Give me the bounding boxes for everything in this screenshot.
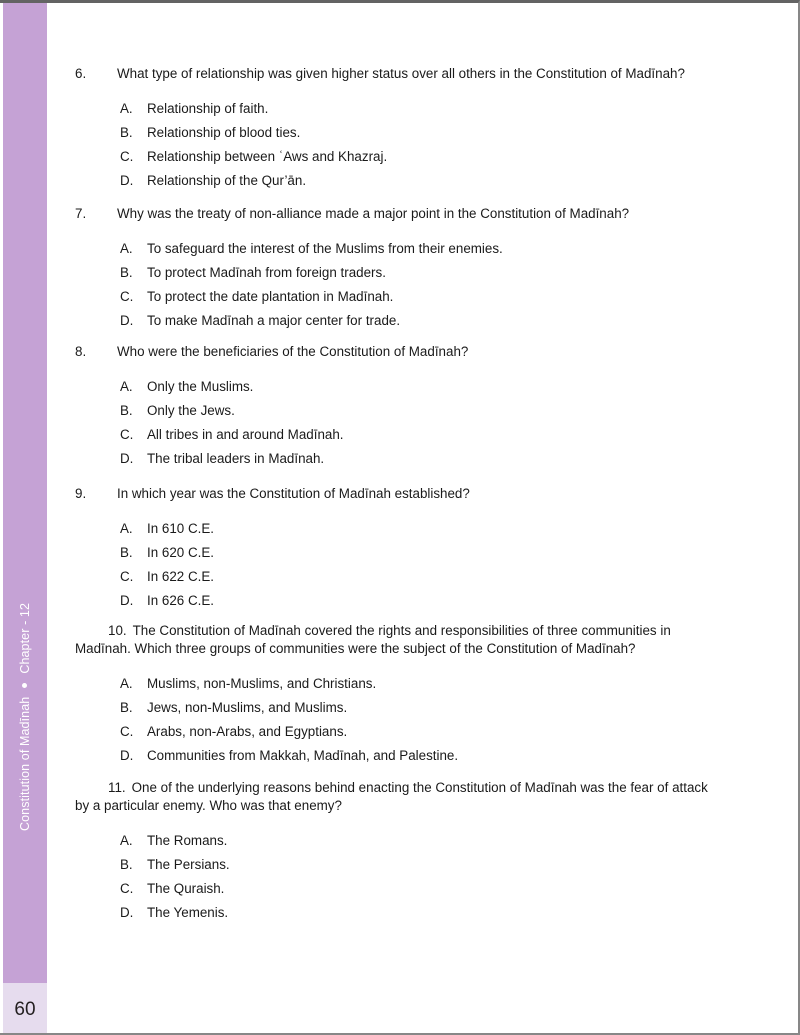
question-text-7 [72,205,732,223]
option-text: In 622 C.E. [147,569,214,584]
option-item[interactable] [120,724,458,748]
bullet-separator-icon [22,683,27,688]
option-letter: B. [120,857,133,872]
option-letter: A. [120,833,133,848]
question-number: 6. [75,66,87,81]
question-text-8 [72,343,732,361]
option-letter: B. [120,700,133,715]
option-text: To protect the date plantation in Madīnah. [147,289,394,304]
question-number: 11. [108,780,126,795]
side-tab-chapter-label: Chapter - 12 [18,602,32,674]
option-letter: D. [120,451,134,466]
option-list [120,833,230,929]
option-letter: D. [120,905,134,920]
question-body: In which year was the Constitution of Madīnah established? [117,486,470,501]
option-letter: B. [120,265,133,280]
option-list [120,676,458,772]
option-text: The Quraish. [147,881,225,896]
option-list [120,101,387,197]
option-text: Jews, non-Muslims, and Muslims. [147,700,348,715]
option-letter: D. [120,593,134,608]
question-text-10 [75,622,732,658]
option-letter: C. [120,289,134,304]
question-block [72,205,732,328]
option-item[interactable] [120,881,230,905]
option-item[interactable] [120,857,230,881]
option-letter: D. [120,748,134,763]
question-number: 9. [75,486,87,501]
option-item[interactable] [120,700,458,724]
option-text: In 626 C.E. [147,593,214,608]
option-item[interactable] [120,101,387,125]
side-tab-chapter-title: Constitution of Madīnah [18,696,32,831]
option-item[interactable] [120,241,503,265]
page-number: 60 [14,998,36,1020]
option-letter: C. [120,427,134,442]
option-letter: C. [120,881,134,896]
option-item[interactable] [120,593,214,617]
option-letter: C. [120,569,134,584]
question-block [72,779,732,920]
option-text: Muslims, non-Muslims, and Christians. [147,676,377,691]
option-item[interactable] [120,451,344,475]
option-list [120,379,344,475]
option-text: To make Madīnah a major center for trade. [147,313,401,328]
option-item[interactable] [120,905,230,929]
option-text: Relationship of the Qur’ān. [147,173,307,188]
option-letter: C. [120,149,134,164]
question-number: 7. [75,206,87,221]
option-text: In 620 C.E. [147,545,214,560]
option-text: The Persians. [147,857,230,872]
option-text: To safeguard the interest of the Muslims from their enemies. [147,241,503,256]
question-number: 10. [108,623,127,638]
option-item[interactable] [120,173,387,197]
option-letter: A. [120,521,133,536]
option-item[interactable] [120,521,214,545]
option-letter: B. [120,125,133,140]
option-letter: B. [120,545,133,560]
question-body: What type of relationship was given higher status over all others in the Constitution of Madīnah? [117,66,685,81]
question-number: 8. [75,344,87,359]
option-item[interactable] [120,313,503,337]
option-list [120,521,214,617]
option-list [120,241,503,337]
side-tab-label [3,3,47,983]
option-letter: C. [120,724,134,739]
question-body: Who were the beneficiaries of the Constitution of Madīnah? [117,344,469,359]
option-text: The Romans. [147,833,228,848]
option-letter: A. [120,379,133,394]
option-text: Only the Muslims. [147,379,254,394]
option-letter: A. [120,241,133,256]
option-text: The tribal leaders in Madīnah. [147,451,325,466]
question-body: Why was the treaty of non-alliance made a major point in the Constitution of Madīnah? [117,206,630,221]
option-text: Relationship of blood ties. [147,125,301,140]
option-item[interactable] [120,833,230,857]
option-text: Communities from Makkah, Madīnah, and Palestine. [147,748,459,763]
option-text: Relationship between ʿAws and Khazraj. [147,149,388,164]
option-letter: D. [120,313,134,328]
option-item[interactable] [120,569,214,593]
option-letter: D. [120,173,134,188]
option-text: Relationship of faith. [147,101,269,116]
question-text-9 [72,485,732,503]
option-item[interactable] [120,676,458,700]
option-text: In 610 C.E. [147,521,214,536]
option-item[interactable] [120,265,503,289]
option-text: To protect Madīnah from foreign traders. [147,265,386,280]
option-item[interactable] [120,149,387,173]
side-tab-band [3,3,47,983]
option-item[interactable] [120,379,344,403]
question-block [72,485,732,608]
option-item[interactable] [120,289,503,313]
option-item[interactable] [120,125,387,149]
option-text: The Yemenis. [147,905,229,920]
question-body: The Constitution of Madīnah covered the rights and responsibilities of three communities in Madīnah. Which three groups of communities were the subject of the Constitution of Madīnah? [75,623,671,656]
option-letter: A. [120,101,133,116]
option-text: All tribes in and around Madīnah. [147,427,344,442]
question-text-6 [72,65,732,83]
page-number-box [3,983,47,1035]
option-item[interactable] [120,427,344,451]
option-letter: A. [120,676,133,691]
question-block [72,343,732,466]
option-text: Only the Jews. [147,403,235,418]
question-text-11 [75,779,732,815]
option-item[interactable] [120,545,214,569]
option-item[interactable] [120,403,344,427]
question-block [72,622,732,763]
option-letter: B. [120,403,133,418]
option-item[interactable] [120,748,458,772]
question-block [72,65,732,188]
question-body: One of the underlying reasons behind enacting the Constitution of Madīnah was the fear of attack by a particular enemy. Who was that enemy? [75,780,708,813]
option-text: Arabs, non-Arabs, and Egyptians. [147,724,348,739]
